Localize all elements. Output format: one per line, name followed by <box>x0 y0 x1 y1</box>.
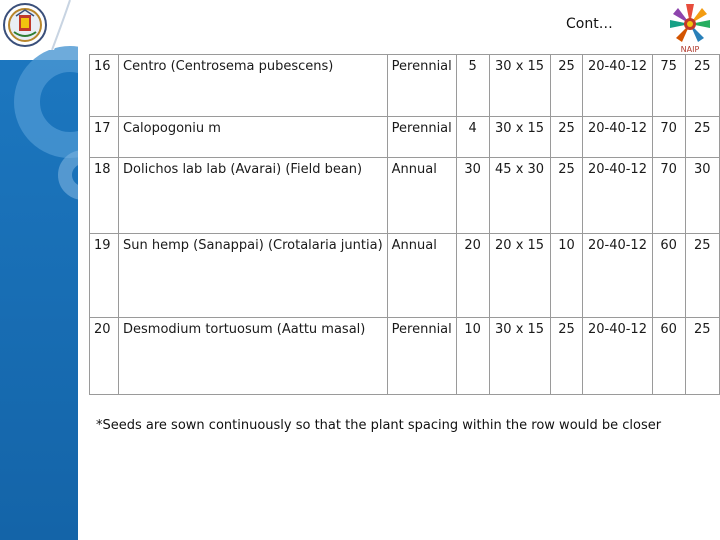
value-cell: 70 <box>652 158 685 234</box>
table-row <box>90 234 720 318</box>
table-row <box>90 158 720 234</box>
seed-rate: 20 <box>456 234 489 318</box>
seed-rate: 5 <box>456 55 489 117</box>
species-name: Dolichos lab lab (Avarai) (Field bean) <box>119 158 388 234</box>
seed-rate: 10 <box>456 318 489 395</box>
crop-duration: Perennial <box>387 318 456 395</box>
row-number: 16 <box>90 55 119 117</box>
table-row <box>90 55 720 117</box>
species-name: Calopogoniu m <box>119 117 388 158</box>
value-cell: 25 <box>685 234 719 318</box>
seed-rate: 4 <box>456 117 489 158</box>
row-number: 20 <box>90 318 119 395</box>
seed-rate: 30 <box>456 158 489 234</box>
value-cell: 25 <box>550 158 583 234</box>
fertilizer-dose: 20-40-12 <box>583 234 652 318</box>
plant-spacing: 30 x 15 <box>489 318 550 395</box>
value-cell: 10 <box>550 234 583 318</box>
plant-spacing: 20 x 15 <box>489 234 550 318</box>
institution-seal-icon <box>2 2 48 48</box>
value-cell: 30 <box>685 158 719 234</box>
page-title: Cont… <box>566 16 613 32</box>
value-cell: 60 <box>652 234 685 318</box>
logo-text: NAIP <box>680 45 700 54</box>
nap-flower-logo-icon <box>662 2 718 54</box>
crop-duration: Annual <box>387 234 456 318</box>
footnote: *Seeds are sown continuously so that the plant spacing within the row would be closer <box>96 418 662 433</box>
value-cell: 25 <box>685 117 719 158</box>
value-cell: 60 <box>652 318 685 395</box>
table-row <box>90 318 720 395</box>
species-table <box>89 54 720 395</box>
crop-duration: Annual <box>387 158 456 234</box>
decorative-ring-small <box>58 150 78 200</box>
value-cell: 70 <box>652 117 685 158</box>
species-name: Sun hemp (Sanappai) (Crotalaria juntia) <box>119 234 388 318</box>
row-number: 18 <box>90 158 119 234</box>
sidebar-decoration <box>0 0 78 540</box>
value-cell: 25 <box>550 117 583 158</box>
plant-spacing: 45 x 30 <box>489 158 550 234</box>
swoosh-decoration-icon <box>48 0 78 50</box>
row-number: 17 <box>90 117 119 158</box>
fertilizer-dose: 20-40-12 <box>583 55 652 117</box>
plant-spacing: 30 x 15 <box>489 117 550 158</box>
row-number: 19 <box>90 234 119 318</box>
crop-duration: Perennial <box>387 117 456 158</box>
plant-spacing: 30 x 15 <box>489 55 550 117</box>
decorative-ring <box>14 46 78 158</box>
value-cell: 25 <box>550 55 583 117</box>
species-table-body <box>90 55 720 395</box>
species-name: Desmodium tortuosum (Aattu masal) <box>119 318 388 395</box>
value-cell: 25 <box>685 318 719 395</box>
species-name: Centro (Centrosema pubescens) <box>119 55 388 117</box>
value-cell: 25 <box>550 318 583 395</box>
fertilizer-dose: 20-40-12 <box>583 117 652 158</box>
fertilizer-dose: 20-40-12 <box>583 318 652 395</box>
crop-duration: Perennial <box>387 55 456 117</box>
value-cell: 25 <box>685 55 719 117</box>
fertilizer-dose: 20-40-12 <box>583 158 652 234</box>
table-row <box>90 117 720 158</box>
value-cell: 75 <box>652 55 685 117</box>
